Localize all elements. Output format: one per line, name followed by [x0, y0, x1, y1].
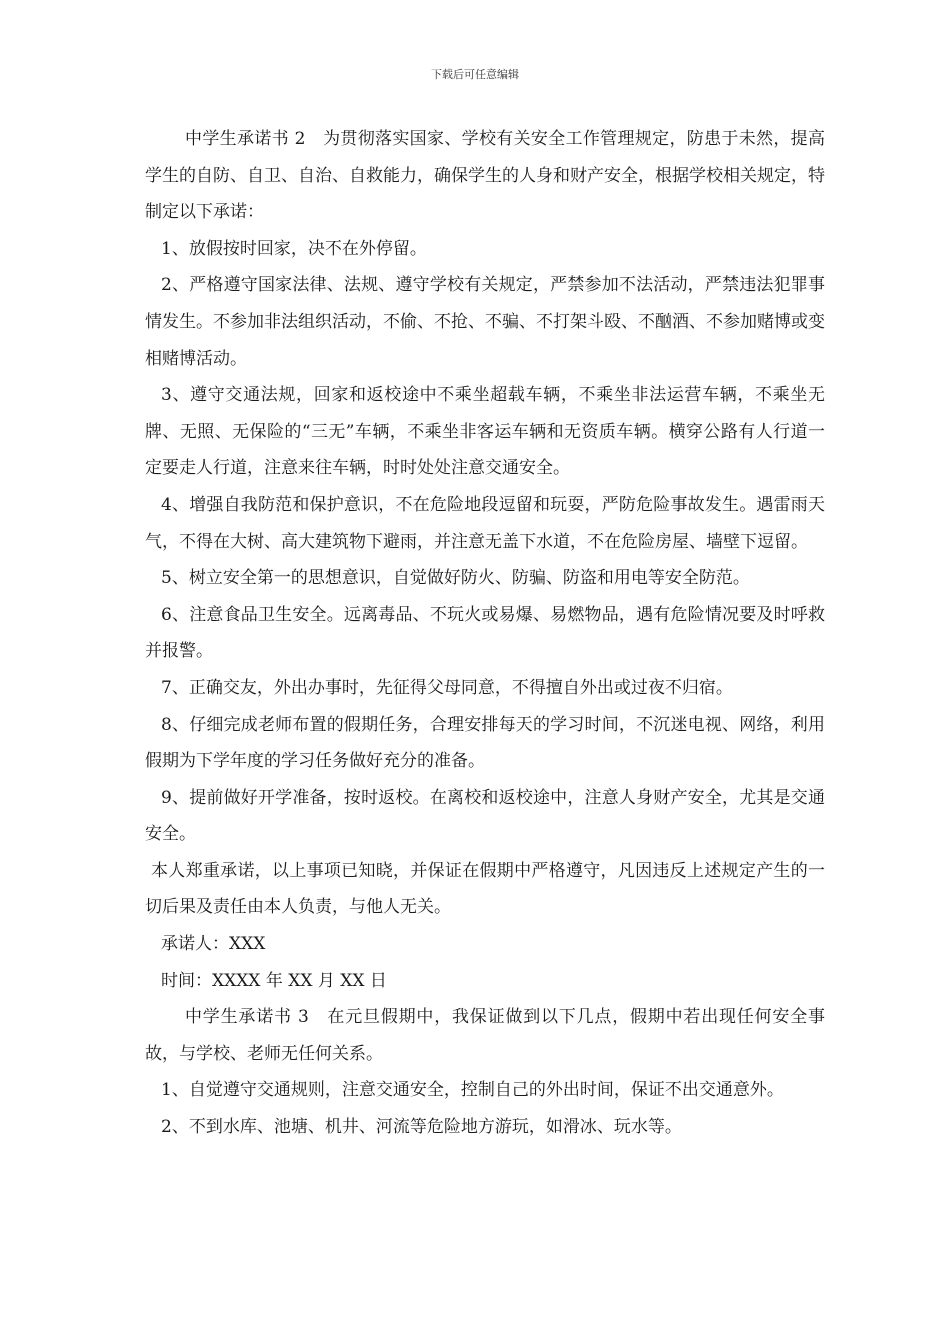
- paragraph-item-8: 8、仔细完成老师布置的假期任务，合理安排每天的学习时间，不沉迷电视、网络，利用假期为下学年度的学习任务做好充分的准备。: [145, 714, 825, 772]
- date-line: 时间：XXXX 年 XX 月 XX 日: [161, 970, 387, 991]
- paragraph-item-3-1: 1、自觉遵守交通规则，注意交通安全，控制自己的外出时间，保证不出交通意外。: [161, 1080, 784, 1101]
- signatory-line: 承诺人：XXX: [161, 934, 266, 955]
- paragraph-item-1: 1、放假按时回家，决不在外停留。: [161, 238, 427, 259]
- paragraph-pledge: 本人郑重承诺，以上事项已知晓，并保证在假期中严格遵守，凡因违反上述规定产生的一切后果及责任由本人负责，与他人无关。: [145, 860, 825, 918]
- header-note: 下载后可任意编辑: [431, 68, 519, 81]
- document-body: [145, 121, 825, 1146]
- paragraph-intro-2: 中学生承诺书 2 为贯彻落实国家、学校有关安全工作管理规定，防患于未然，提高学生的自防、自卫、自治、自救能力，确保学生的人身和财产安全，根据学校相关规定，特制定以下承诺：: [145, 129, 825, 223]
- paragraph-item-2: 2、严格遵守国家法律、法规、遵守学校有关规定，严禁参加不法活动，严禁违法犯罪事情发生。不参加非法组织活动，不偷、不抢、不骗、不打架斗殴、不酗酒、不参加赌博或变相赌博活动。: [145, 275, 825, 369]
- paragraph-item-9: 9、提前做好开学准备，按时返校。在离校和返校途中，注意人身财产安全，尤其是交通安全。: [145, 787, 825, 845]
- paragraph-item-3-2: 2、不到水库、池塘、机井、河流等危险地方游玩，如滑冰、玩水等。: [161, 1117, 682, 1138]
- paragraph-item-5: 5、树立安全第一的思想意识，自觉做好防火、防骗、防盗和用电等安全防范。: [161, 568, 750, 589]
- paragraph-item-4: 4、增强自我防范和保护意识，不在危险地段逗留和玩耍，严防危险事故发生。遇雷雨天气，不得在大树、高大建筑物下避雨，并注意无盖下水道，不在危险房屋、墙壁下逗留。: [145, 494, 825, 552]
- paragraph-intro-3: 中学生承诺书 3 在元旦假期中，我保证做到以下几点，假期中若出现任何安全事故，与学校、老师无任何关系。: [145, 1007, 825, 1064]
- paragraph-item-7: 7、正确交友，外出办事时，先征得父母同意，不得擅自外出或过夜不归宿。: [161, 677, 733, 698]
- paragraph-item-6: 6、注意食品卫生安全。远离毒品、不玩火或易爆、易燃物品，遇有危险情况要及时呼救并报警。: [145, 604, 825, 662]
- paragraph-item-3: 3、遵守交通法规，回家和返校途中不乘坐超载车辆，不乘坐非法运营车辆，不乘坐无牌、无照、无保险的“三无”车辆，不乘坐非客运车辆和无资质车辆。横穿公路有人行道一定要走人行道，注意来往车辆，时时处处注意交通安全。: [145, 385, 825, 479]
